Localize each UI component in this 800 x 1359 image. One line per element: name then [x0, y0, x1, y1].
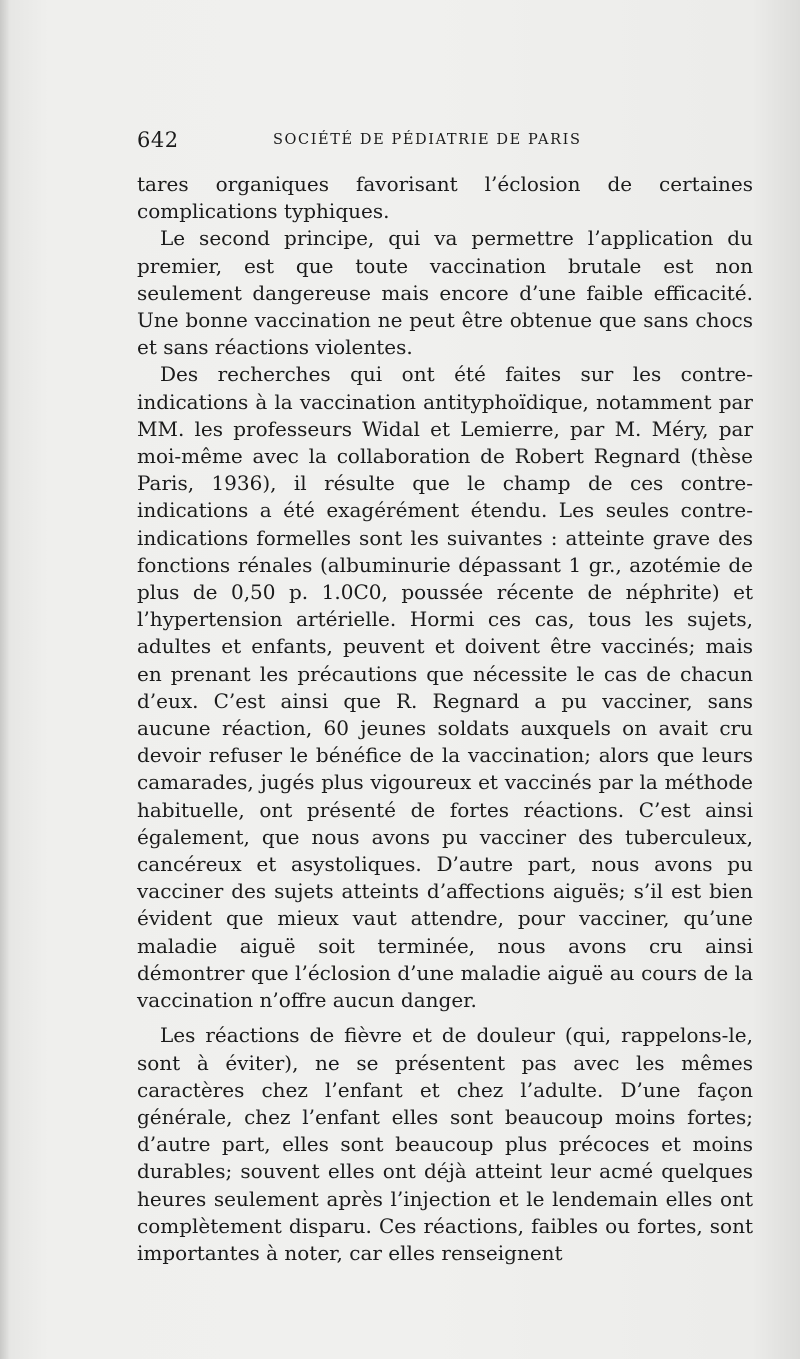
page-number: 642 [137, 128, 179, 152]
page-edge-shadow [0, 0, 10, 1359]
running-title: SOCIÉTÉ DE PÉDIATRIE DE PARIS [273, 132, 582, 148]
paragraph-contra-indications: Des recherches qui ont été faites sur les contre-indications à la vaccination antityphoïdique, notamment par MM. les professeurs Widal et Lemierre, par M. Méry, par moi-même avec la collaboration de Robert Regnard (thèse Paris, 1936), il résulte que le champ de ces contre-indications a été exagérément étendu. Les seules contre-indications formelles sont les suivantes : atteinte grave des fonctions rénales (albuminurie dépassant 1 gr., azotémie de plus de 0,50 p. 1.0C0, poussée récente de néphrite) et l’hypertension artérielle. Hormi ces cas, tous les sujets, adultes et enfants, peuvent et doivent être vaccinés; mais en prenant les précautions que nécessite le cas de chacun d’eux. C’est ainsi que R. Regnard a pu vacciner, sans aucune réaction, 60 jeunes soldats auxquels on avait cru devoir refuser le bénéfice de la vaccination; alors que leurs camarades, jugés plus vigoureux et vaccinés par la méthode habituelle, ont présenté de fortes réactions. C’est ainsi également, que nous avons pu vacciner des tuberculeux, cancéreux et asystoliques. D’autre part, nous avons pu vacciner des sujets atteints d’affections aiguës; s’il est bien évident que mieux vaut attendre, pour vacciner, qu’une maladie aiguë soit terminée, nous avons cru ainsi démontrer que l’éclosion d’une maladie aiguë au cours de la vaccination n’offre aucun danger. [137, 362, 753, 1013]
page-header [137, 128, 752, 158]
body-text [137, 171, 753, 1267]
paragraph-reactions: Les réactions de fièvre et de douleur (qui, rappelons-le, sont à éviter), ne se présentent pas avec les mêmes caractères chez l’enfant et chez l’adulte. D’une façon générale, chez l’enfant elles sont beaucoup moins fortes; d’autre part, elles sont beaucoup plus précoces et moins durables; souvent elles ont déjà atteint leur acmé quelques heures seulement après l’injection et le lendemain elles ont complètement disparu. Ces réactions, faibles ou fortes, sont importantes à noter, car elles renseignent [137, 1023, 753, 1265]
paragraph-continuation: tares organiques favorisant l’éclosion de certaines complications typhiques. [137, 172, 753, 224]
paragraph-second-principle: Le second principe, qui va permettre l’application du premier, est que toute vaccination brutale est non seulement dangereuse mais encore d’une faible efficacité. Une bonne vaccination ne peut être obtenue que sans chocs et sans réactions violentes. [137, 226, 753, 360]
